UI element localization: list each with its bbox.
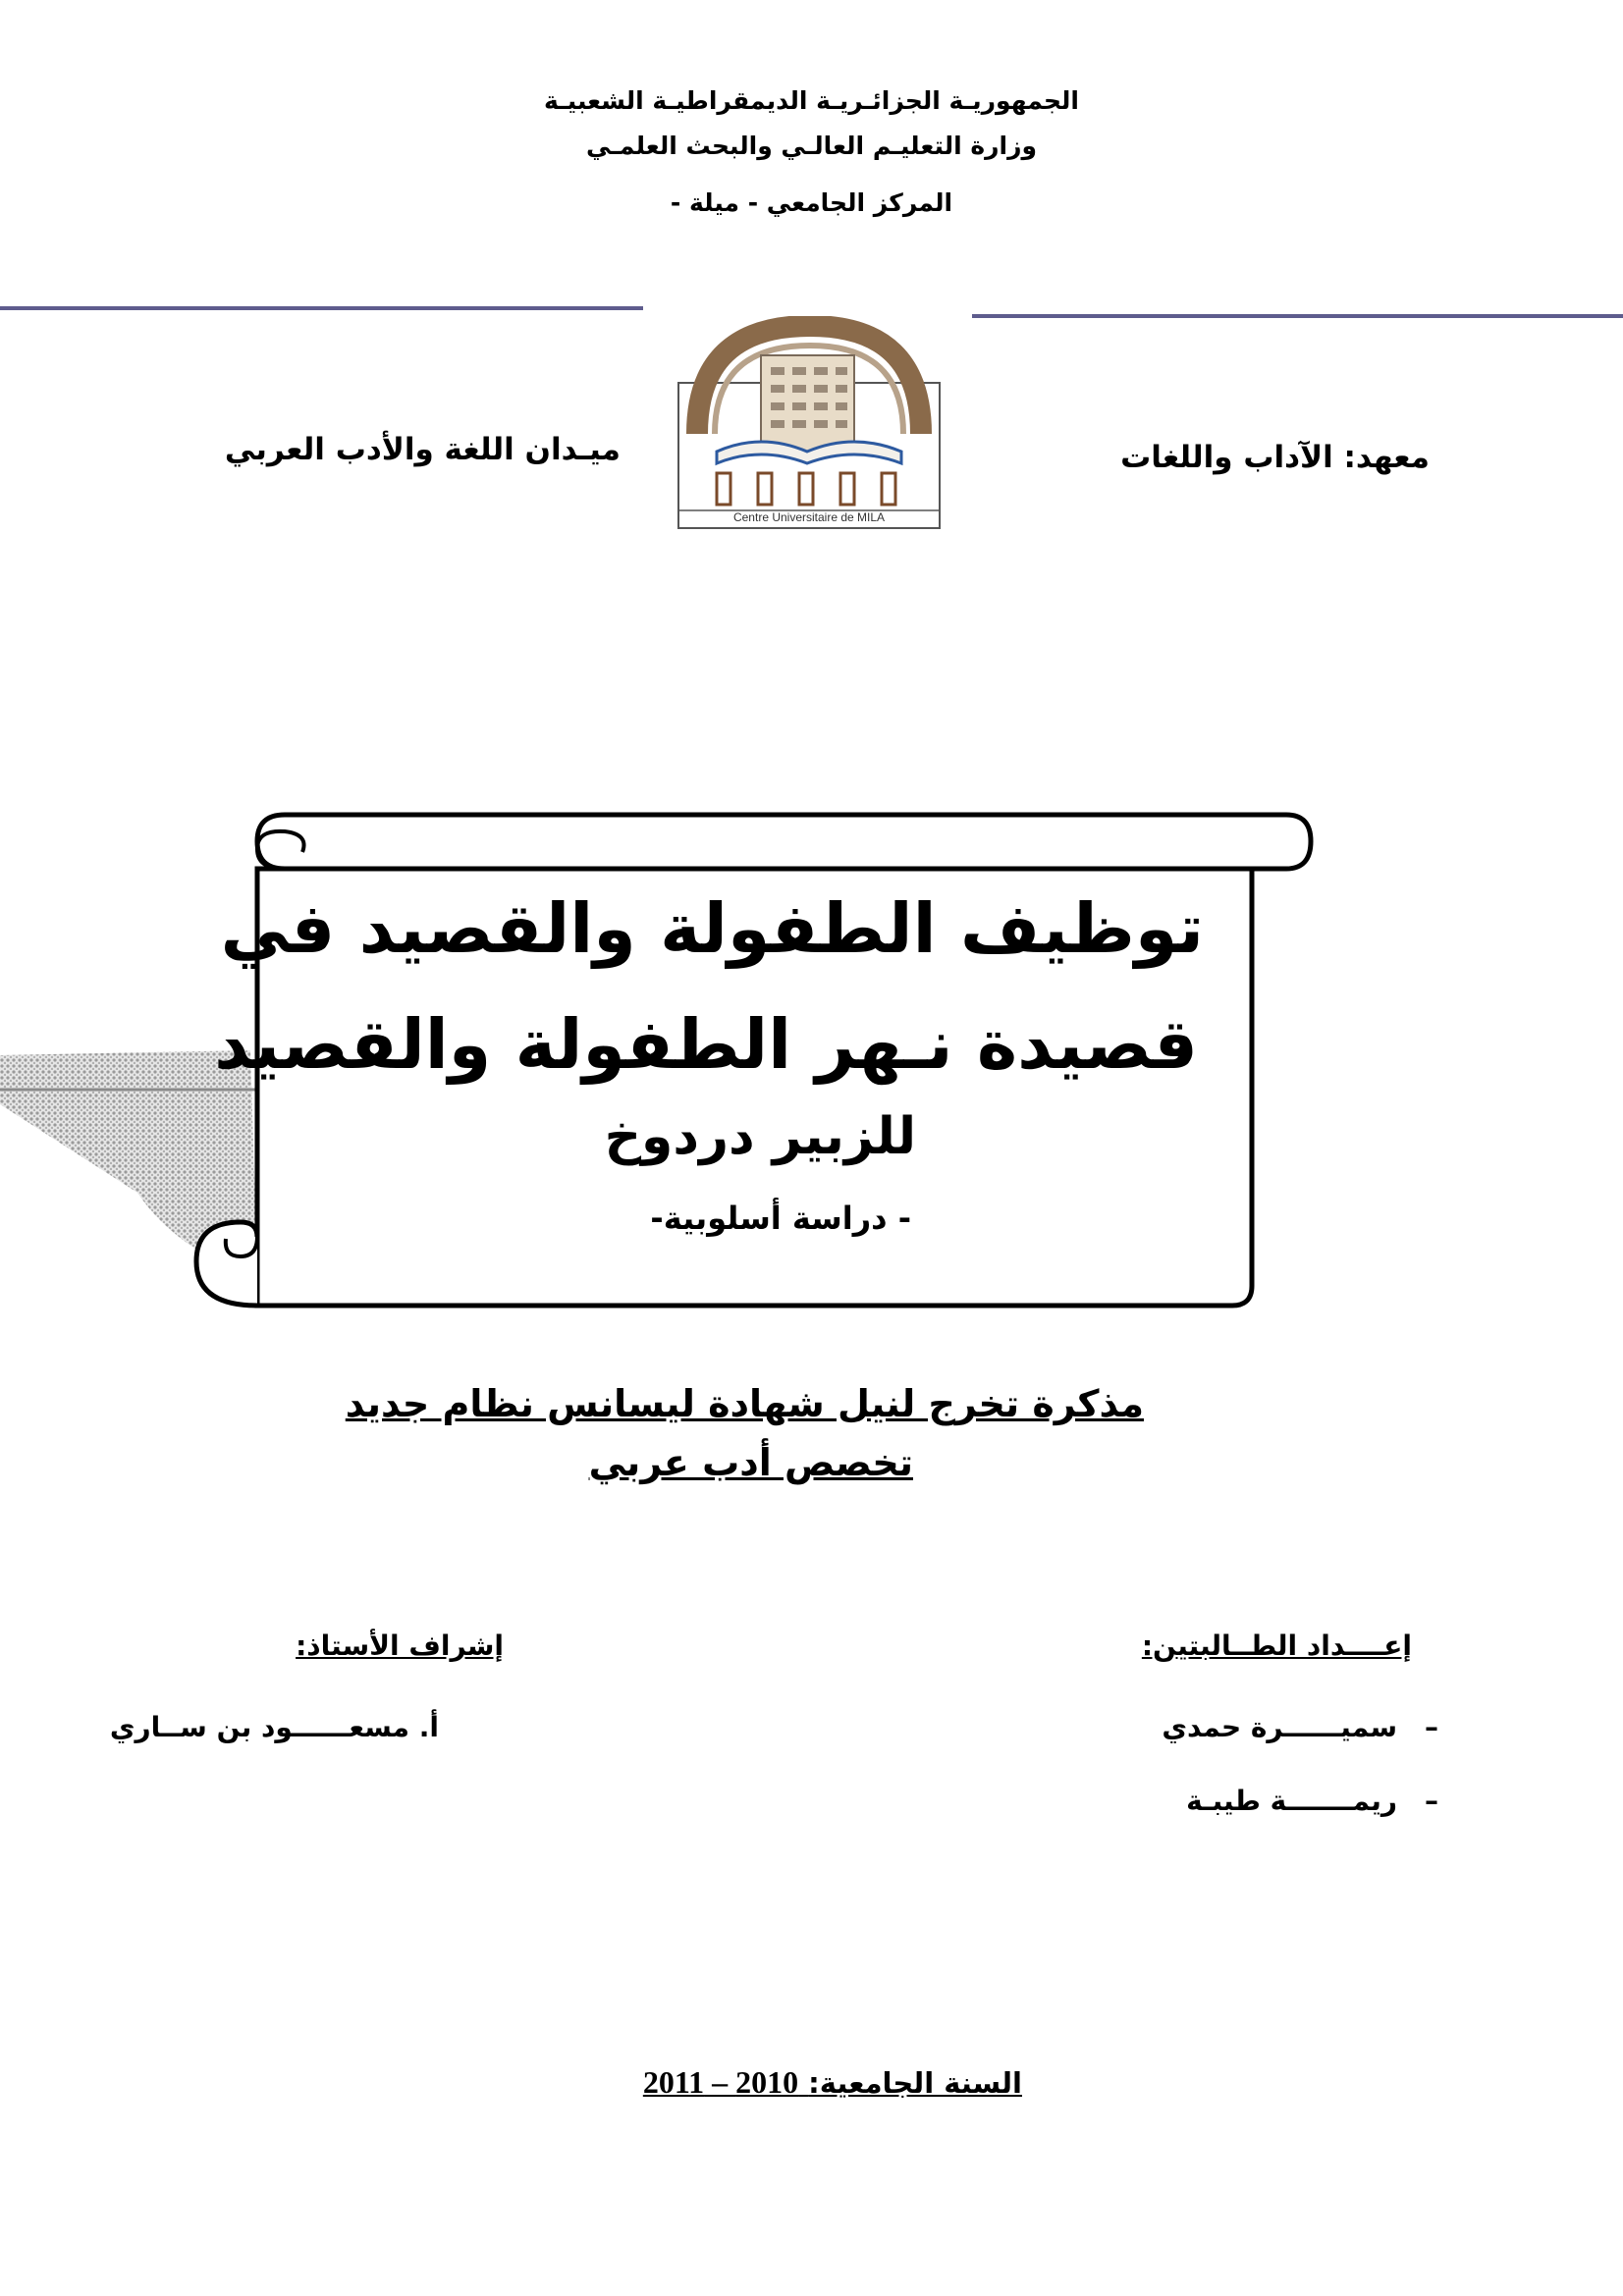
academic-year-value: 2010 – 2011 bbox=[642, 2064, 799, 2100]
student-bullet: – bbox=[1425, 1785, 1438, 1817]
field-label: ميـدان اللغة والأدب العربي bbox=[224, 432, 621, 467]
title-author: للزبير دردوخ bbox=[604, 1107, 916, 1166]
student-name: ريمـــــــة طيبـة bbox=[1186, 1785, 1397, 1817]
academic-year-label: السنة الجامعية: bbox=[808, 2066, 1022, 2100]
student-name: سميــــــرة حمدي bbox=[1162, 1711, 1397, 1743]
institute-label: معهد: الآداب واللغات bbox=[1120, 440, 1430, 475]
header-ministry: وزارة التعليـم العالـي والبحث العلمـي bbox=[585, 132, 1038, 160]
logo-caption: Centre Universitaire de MILA bbox=[732, 510, 886, 524]
student-bullet: – bbox=[1425, 1711, 1438, 1743]
title-line-1: توظيف الطفولة والقصيد في bbox=[220, 888, 1204, 969]
degree-statement: مذكرة تخرج لنيل شهادة ليسانس نظام جديد bbox=[345, 1382, 1144, 1425]
academic-year bbox=[643, 2064, 1022, 2101]
header-republic: الجمهوريـة الجزائـريـة الديمقراطيـة الشعبيـة bbox=[544, 86, 1079, 115]
title-line-2: قصيدة نـهر الطفولة والقصيد bbox=[214, 1004, 1198, 1085]
header-rule-right bbox=[972, 314, 1623, 318]
header-rule-left bbox=[0, 306, 643, 310]
supervisor-name: أ. مسعــــــود بن ســاري bbox=[109, 1711, 439, 1743]
university-logo bbox=[677, 316, 941, 530]
supervisor-label: إشراف الأستاذ: bbox=[296, 1629, 504, 1662]
students-label: إعــــداد الطــالبتين: bbox=[1141, 1629, 1412, 1662]
header-university-center: المركز الجامعي - ميلة - bbox=[670, 188, 953, 217]
title-study-type: - دراسة أسلوبية- bbox=[650, 1200, 911, 1237]
logo-graphic bbox=[677, 316, 941, 530]
degree-specialization: تخصص أدب عربي bbox=[588, 1441, 913, 1484]
